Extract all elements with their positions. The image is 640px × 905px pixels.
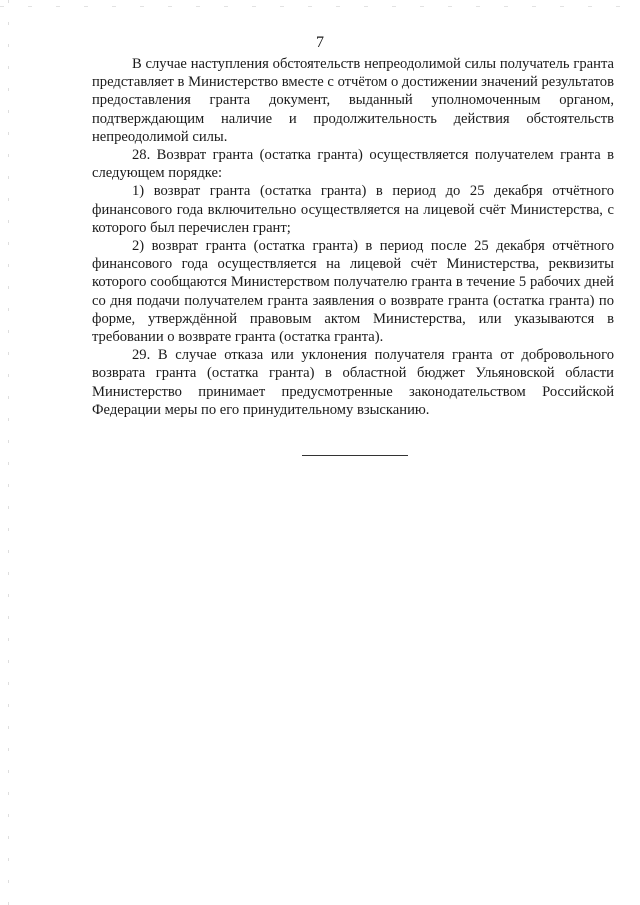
paragraph-28-item-1: 1) возврат гранта (остатка гранта) в период до 25 декабря отчётного финансового года включительно осуществляется на лицевой счёт Министерства, с которого был перечислен грант;: [92, 183, 614, 236]
paragraph-28-return-order: 28. Возврат гранта (остатка гранта) осуществляется получателем гранта в следующем порядке:: [92, 147, 614, 182]
page-number: 7: [316, 34, 324, 51]
document-body: [92, 55, 614, 419]
paragraph-29-enforcement: 29. В случае отказа или уклонения получателя гранта от добровольного возврата гранта (остатка гранта) в областной бюджет Ульяновской области Министерство принимает предусмотренные законодательством Российской Федерации меры по его принудительному взысканию.: [92, 347, 614, 418]
scan-edge-left: [8, 0, 9, 905]
paragraph-28-item-2: 2) возврат гранта (остатка гранта) в период после 25 декабря отчётного финансового года осуществляется на лицевой счёт Министерства, реквизиты которого сообщаются Министерством получателю гранта в течение 5 рабочих дней со дня подачи получателем гранта заявления о возврате гранта (остатка гранта) по форме, утверждённой правовым актом Министерства, или указываются в требовании о возврате гранта (остатка гранта).: [92, 238, 614, 346]
scan-edge-top: [0, 6, 640, 7]
end-of-document-rule: [302, 455, 408, 456]
paragraph-force-majeure: В случае наступления обстоятельств непреодолимой силы получатель гранта представляет в Министерство вместе с отчётом о достижении значений результатов предоставления гранта документ, выданный уполномоченным органом, подтверждающим наличие и продолжительность действия обстоятельств непреодолимой силы.: [92, 56, 614, 145]
